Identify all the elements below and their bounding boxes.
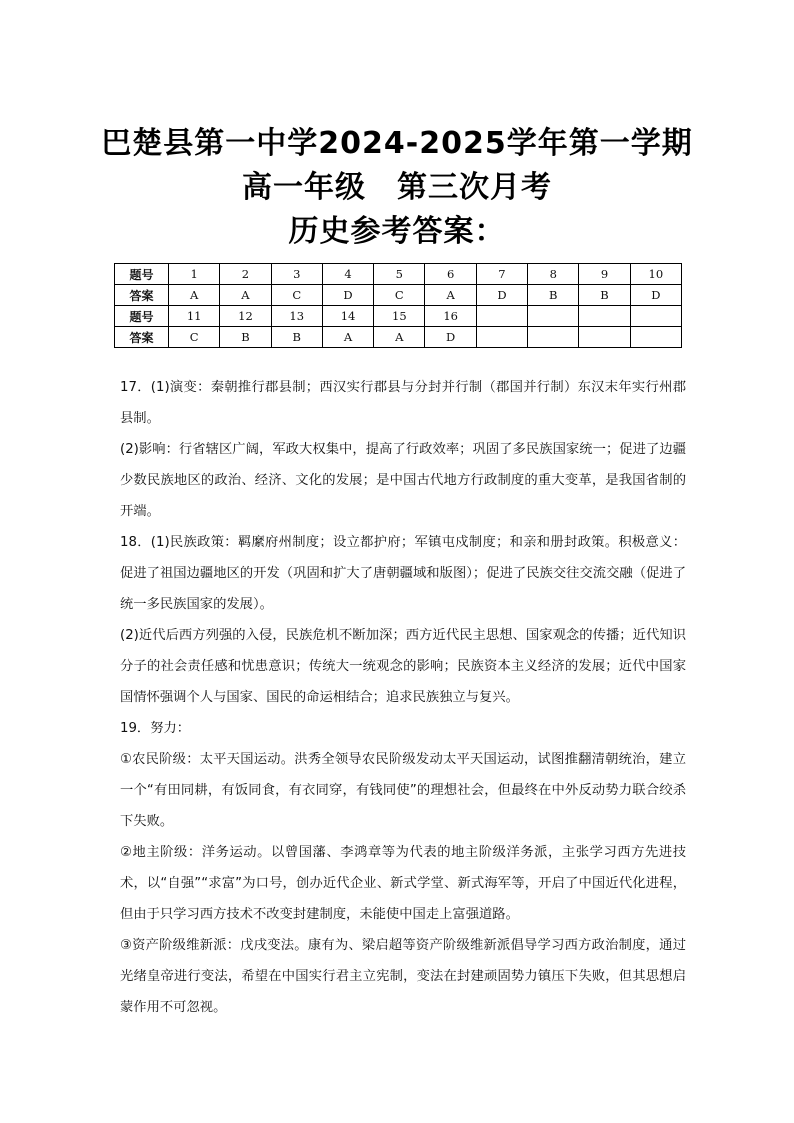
table-row: [115, 285, 682, 306]
table-cell: C: [374, 285, 425, 306]
table-cell: 10: [630, 264, 681, 285]
exam-title-line2: 高一年级 第三次月考: [242, 170, 552, 205]
table-cell: A: [322, 327, 373, 348]
table-cell: 2: [220, 264, 271, 285]
table-cell: D: [630, 285, 681, 306]
answer-17-part1: 17．(1)演变：秦朝推行郡县制；西汉实行郡县与分封并行制（郡国并行制）东汉末年实行州郡县制。: [120, 380, 686, 426]
table-row-header: 答案: [115, 285, 169, 306]
table-row-header: 题号: [115, 306, 169, 327]
table-cell: A: [220, 285, 271, 306]
answer-17-part2: (2)影响：行省辖区广阔，军政大权集中，提高了行政效率；巩固了多民族国家统一；促进了边疆少数民族地区的政治、经济、文化的发展；是中国古代地方行政制度的重大变革，是我国省制的开端。: [120, 442, 686, 519]
table-cell: 9: [579, 264, 630, 285]
table-cell: A: [425, 285, 476, 306]
table-cell: 13: [271, 306, 322, 327]
table-cell: B: [528, 285, 579, 306]
answer-19-point1: ①农民阶级：太平天国运动。洪秀全领导农民阶级发动太平天国运动，试图推翻清朝统治，建立一个“有田同耕，有饭同食，有衣同穿，有钱同使”的理想社会，但最终在中外反动势力联合绞杀下失败。: [120, 752, 686, 829]
table-cell: A: [374, 327, 425, 348]
table-cell: 5: [374, 264, 425, 285]
table-cell: [476, 306, 527, 327]
table-cell: B: [271, 327, 322, 348]
table-cell: C: [169, 327, 220, 348]
answer-body: [120, 372, 686, 1023]
table-cell: 16: [425, 306, 476, 327]
table-cell: D: [322, 285, 373, 306]
table-cell: [579, 306, 630, 327]
table-row-header: 答案: [115, 327, 169, 348]
table-row: [115, 327, 682, 348]
table-cell: [630, 327, 681, 348]
table-cell: 4: [322, 264, 373, 285]
table-cell: 14: [322, 306, 373, 327]
exam-title-line3: 历史参考答案：: [288, 214, 506, 249]
answer-18-part1: 18．(1)民族政策：羁縻府州制度；设立都护府；军镇屯戍制度；和亲和册封政策。积极意义：促进了祖国边疆地区的开发（巩固和扩大了唐朝疆域和版图）；促进了民族交往交流交融（促进了统一多民族国家的发展）。: [120, 535, 686, 612]
table-cell: [528, 327, 579, 348]
table-cell: D: [425, 327, 476, 348]
table-cell: [579, 327, 630, 348]
table-cell: 12: [220, 306, 271, 327]
table-cell: [630, 306, 681, 327]
answer-19-point3: ③资产阶级维新派：戊戌变法。康有为、梁启超等资产阶级维新派倡导学习西方政治制度，通过光绪皇帝进行变法，希望在中国实行君主立宪制，变法在封建顽固势力镇压下失败，但其思想启蒙作用不可忽视。: [120, 938, 686, 1015]
answer-19-point2: ②地主阶级：洋务运动。以曾国藩、李鸿章等为代表的地主阶级洋务派，主张学习西方先进技术，以“自强”“求富”为口号，创办近代企业、新式学堂、新式海军等，开启了中国近代化进程，但由于只学习西方技术不改变封建制度，未能使中国走上富强道路。: [120, 845, 686, 922]
answer-18-part2: (2)近代后西方列强的入侵，民族危机不断加深；西方近代民主思想、国家观念的传播；近代知识分子的社会责任感和忧患意识；传统大一统观念的影响；民族资本主义经济的发展；近代中国家国情怀强调个人与国家、国民的命运相结合；追求民族独立与复兴。: [120, 628, 686, 705]
table-cell: C: [271, 285, 322, 306]
exam-title-line1: 巴楚县第一中学2024-2025学年第一学期: [101, 126, 693, 161]
table-cell: [528, 306, 579, 327]
table-row-header: 题号: [115, 264, 169, 285]
answer-19-heading: 19．努力：: [120, 721, 191, 736]
table-cell: 6: [425, 264, 476, 285]
table-cell: 15: [374, 306, 425, 327]
table-cell: B: [220, 327, 271, 348]
table-cell: 8: [528, 264, 579, 285]
table-cell: A: [169, 285, 220, 306]
table-cell: D: [476, 285, 527, 306]
table-cell: 7: [476, 264, 527, 285]
answer-table: [114, 263, 682, 348]
table-row: [115, 264, 682, 285]
table-cell: 1: [169, 264, 220, 285]
table-cell: 11: [169, 306, 220, 327]
table-cell: 3: [271, 264, 322, 285]
table-row: [115, 306, 682, 327]
table-cell: [476, 327, 527, 348]
table-cell: B: [579, 285, 630, 306]
